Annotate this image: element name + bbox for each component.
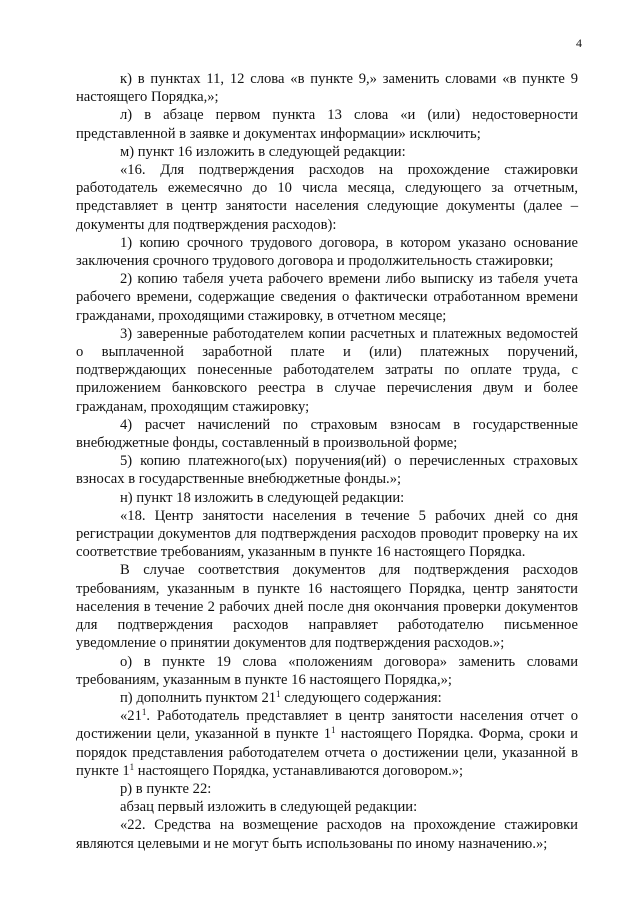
paragraph: 2) копию табеля учета рабочего времени либо выписку из табеля учета рабочего времени, содержащие сведения о фактически отработанном времени гражданами, проходящими стажировку, в отчетном месяце; (76, 271, 578, 324)
paragraph: н) пункт 18 изложить в следующей редакции: (120, 489, 405, 506)
paragraph: абзац первый изложить в следующей редакции: (120, 799, 418, 816)
text-run: настоящего Порядка. Форма, сроки и порядок представления работодателем отчета о достижении цели, указанной в пункте 1 (76, 726, 578, 779)
paragraph: 5) копию платежного(ых) поручения(ий) о перечисленных страховых взносах в государственные внебюджетные фонды.»; (76, 453, 578, 488)
paragraph: о) в пункте 19 слова «положениям договора» заменить словами требованиям, указанным в пункте 16 настоящего Порядка,»; (76, 653, 578, 688)
superscript: 1 (129, 761, 135, 772)
paragraph-item-21-1 (76, 707, 578, 780)
text-run: п) дополнить пунктом 21 (120, 689, 277, 706)
paragraph: «16. Для подтверждения расходов на прохождение стажировки работодатель ежемесячно до 10 числа месяца, следующего за отчетным, представляет в центр занятости населения следующие документы (далее – документы для подтверждения расходов): (76, 162, 578, 233)
paragraph: В случае соответствия документов для подтверждения расходов требованиям, указанным в пункте 16 настоящего Порядка, центр занятости населения в течение 2 рабочих дней после дня окончания проверки документов для подтверждения расходов направляет работодателю письменное уведомление о принятии документов для подтверждения расходов.»; (76, 562, 578, 652)
paragraph: 4) расчет начислений по страховым взносам в государственные внебюджетные фонды, составленный в произвольной форме; (76, 416, 578, 452)
document-body (76, 70, 578, 853)
paragraph: к) в пунктах 11, 12 слова «в пункте 9,» заменить словами «в пункте 9 настоящего Порядка,»; (76, 71, 578, 106)
paragraph: «18. Центр занятости населения в течение 5 рабочих дней со дня регистрации документов для подтверждения расходов проводит проверку на их соответствие требованиям, указанным в пункте 16 настоящего Порядка. (76, 507, 578, 561)
superscript: 1 (276, 688, 281, 699)
text-run: настоящего Порядка, устанавливаются договором.»; (134, 762, 464, 779)
paragraph: 3) заверенные работодателем копии расчетных и платежных ведомостей о выплаченной заработной плате и (или) платежных поручений, подтверждающих понесенные работодателем затраты по оплате труда, с приложением банковского реестра в случае перечисления двум и более гражданам, проходящим стажировку; (76, 325, 578, 415)
superscript: 1 (331, 725, 336, 736)
superscript: 1 (141, 707, 147, 718)
paragraph: м) пункт 16 изложить в следующей редакции: (120, 143, 406, 160)
paragraph: л) в абзаце первом пункта 13 слова «и (или) недостоверности представленной в заявке и документах информации» исключить; (76, 107, 578, 142)
text-run: следующего содержания: (280, 689, 442, 706)
text-run: . Работодатель представляет в центр занятости населения отчет о достижении цели, указанной в пункте 1 (76, 708, 578, 743)
paragraph: р) в пункте 22: (120, 780, 212, 797)
paragraph: «22. Средства на возмещение расходов на прохождение стажировки являются целевыми и не могут быть использованы по иному назначению.»; (76, 817, 578, 852)
text-run: «21 (120, 708, 142, 725)
paragraph-item-p (76, 689, 578, 707)
page-number: 4 (576, 36, 582, 50)
paragraph: 1) копию срочного трудового договора, в котором указано основание заключения срочного трудового договора и продолжительность стажировки; (76, 234, 578, 270)
